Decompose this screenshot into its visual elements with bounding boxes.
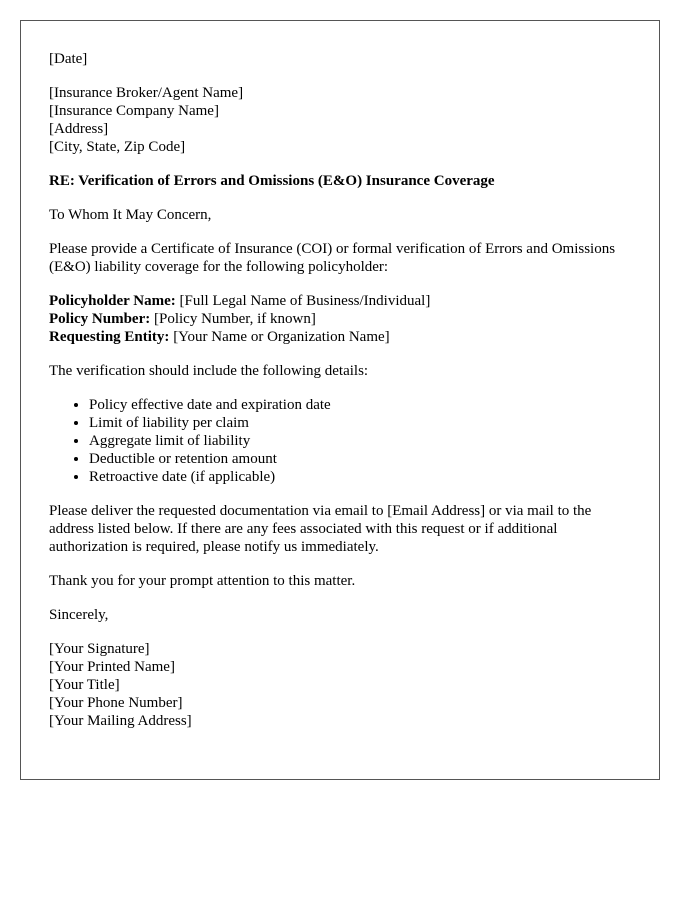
list-item: • Retroactive date (if applicable) <box>89 468 631 486</box>
mailing-address: [Your Mailing Address] <box>49 713 192 729</box>
details-intro: The verification should include the following details: <box>49 363 369 379</box>
signature-block <box>49 640 631 730</box>
delivery-paragraph: Please deliver the requested documentation via email to [Email Address] or via mail to the address listed below. If there are any fees associated with this request or if additional authorization is required, please notify us immediately. <box>49 503 592 555</box>
intro-paragraph: Please provide a Certificate of Insurance (COI) or formal verification of Errors and Omissions (E&O) liability coverage for the following policyholder: <box>49 241 616 275</box>
field-label: Requesting Entity: <box>49 329 170 345</box>
field-policy-number <box>49 310 631 328</box>
details-intro-block <box>49 362 631 380</box>
field-value: [Policy Number, if known] <box>150 311 316 327</box>
closing-block <box>49 606 631 624</box>
recipient-company: [Insurance Company Name] <box>49 103 219 119</box>
field-policyholder-name <box>49 292 631 310</box>
signer-title: [Your Title] <box>49 677 120 693</box>
field-value: [Full Legal Name of Business/Individual] <box>175 293 431 309</box>
recipient-broker: [Insurance Broker/Agent Name] <box>49 85 244 101</box>
letter-page <box>20 20 660 780</box>
salutation-block <box>49 206 631 224</box>
field-label: Policyholder Name: <box>49 293 176 309</box>
subject-block <box>49 172 631 190</box>
list-item: • Limit of liability per claim <box>89 414 631 432</box>
salutation: To Whom It May Concern, <box>49 207 212 223</box>
field-label: Policy Number: <box>49 311 151 327</box>
details-list <box>49 396 631 486</box>
thanks-block <box>49 572 631 590</box>
closing-line: Sincerely, <box>49 607 109 623</box>
thanks-line: Thank you for your prompt attention to this matter. <box>49 573 356 589</box>
list-item: • Policy effective date and expiration date <box>89 396 631 414</box>
list-item: • Aggregate limit of liability <box>89 432 631 450</box>
field-value: [Your Name or Organization Name] <box>169 329 390 345</box>
subject-line: RE: Verification of Errors and Omissions (E&O) Insurance Coverage <box>49 173 495 189</box>
signature-placeholder: [Your Signature] <box>49 641 150 657</box>
recipient-city-state-zip: [City, State, Zip Code] <box>49 139 186 155</box>
letter-date: [Date] <box>49 51 88 67</box>
recipient-address: [Address] <box>49 121 109 137</box>
field-requesting-entity <box>49 328 631 346</box>
date-block <box>49 50 631 68</box>
phone-number: [Your Phone Number] <box>49 695 183 711</box>
recipient-block <box>49 84 631 156</box>
list-item: • Deductible or retention amount <box>89 450 631 468</box>
printed-name: [Your Printed Name] <box>49 659 175 675</box>
policy-fields <box>49 292 631 346</box>
